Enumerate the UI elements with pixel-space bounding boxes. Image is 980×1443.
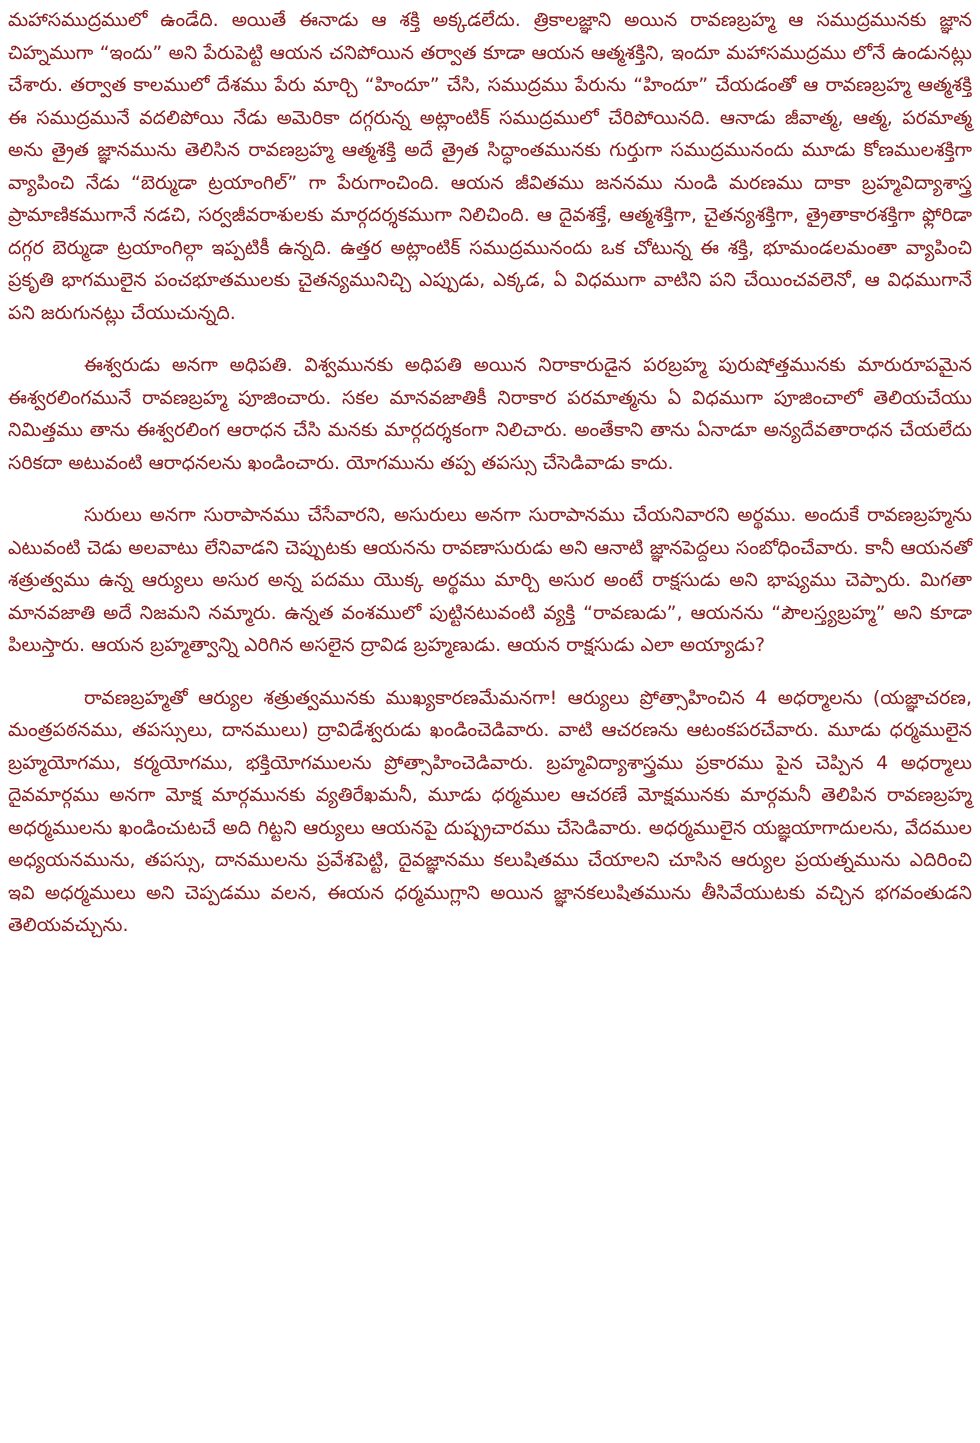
paragraph-2: ఈశ్వరుడు అనగా అధిపతి. విశ్వమునకు అధిపతి అయిన నిరాకారుడైన పరబ్రహ్మ పురుషోత్తమునకు మారురూపమైన ఈశ్వరలింగమునే రావణబ్రహ్మ పూజించారు. సకల మానవజాతికీ నిరాకార పరమాత్మను ఏ విధముగా పూజించాలో తెలియచేయు నిమిత్తము తాను ఈశ్వరలింగ ఆరాధన చేసి మనకు మార్గదర్శకంగా నిలిచారు. అంతేకాని తాను ఏనాడూ అన్యదేవతారాధన చేయలేదు సరికదా అటువంటి ఆరాధనలను ఖండించారు. యోగమును తప్ప తపస్సు చేసెడివాడు కాదు.	[8, 354, 972, 474]
paragraph-1: మహాసముద్రములో ఉండేది. అయితే ఈనాడు ఆ శక్తి అక్కడలేదు. త్రికాలజ్ఞాని అయిన రావణబ్రహ్మ ఆ సముద్రమునకు జ్ఞాన చిహ్నముగా “ఇందు” అని పేరుపెట్టి ఆయన చనిపోయిన తర్వాత కూడా ఆయన ఆత్మశక్తిని, ఇందూ మహాసముద్రము లోనే ఉండునట్లు చేశారు. తర్వాత కాలములో దేశము పేరు మార్చి “హిందూ” చేసి, సముద్రము పేరును “హిందూ” చేయడంతో ఆ రావణబ్రహ్మ ఆత్మశక్తి ఈ సముద్రమునే వదలిపోయి నేడు అమెరికా దగ్గరున్న అట్లాంటిక్ సముద్రములో చేరిపోయినది. ఆనాడు జీవాత్మ, ఆత్మ, పరమాత్మ అను త్రైత జ్ఞానమును తెలిసిన రావణబ్రహ్మ ఆత్మశక్తి అదే త్రైత సిద్ధాంతమునకు గుర్తుగా సముద్రమునందు మూడు కోణములశక్తిగా వ్యాపించి నేడు “బెర్ముడా ట్రయాంగిల్” గా పేరుగాంచింది. ఆయన జీవితము జననము నుండి మరణము దాకా బ్రహ్మవిద్యాశాస్త్ర ప్రామాణికముగానే నడచి, సర్వజీవరాశులకు మార్గదర్శకముగా నిలిచింది. ఆ దైవశక్తే, ఆత్మశక్తిగా, చైతన్యశక్తిగా, త్రైతాకారశక్తిగా ఫ్లోరిడా దగ్గర బెర్ముడా ట్రయాంగిల్గా ఇప్పటికీ ఉన్నది. ఉత్తర అట్లాంటిక్ సముద్రమునందు ఒక చోటున్న ఈ శక్తి, భూమండలమంతా వ్యాపించి ప్రకృతి భాగములైన పంచభూతములకు చైతన్యమునిచ్చి ఎప్పుడు, ఎక్కడ, ఏ విధముగా వాటిని పని చేయించవలెనో, ఆ విధముగానే పని జరుగునట్లు చేయుచున్నది.	[8, 9, 972, 324]
paragraph-4: రావణబ్రహ్మతో ఆర్యుల శత్రుత్వమునకు ముఖ్యకారణమేమనగా! ఆర్యులు ప్రోత్సాహించిన 4 అధర్మాలను (యజ్ఞాచరణ, మంత్రపఠనము, తపస్సులు, దానములు) ద్రావిడేశ్వరుడు ఖండించెడివారు. వాటి ఆచరణను ఆటంకపరచేవారు. మూడు ధర్మములైన బ్రహ్మయోగము, కర్మయోగము, భక్తియోగములను ప్రోత్సాహించెడివారు. బ్రహ్మవిద్యాశాస్త్రము ప్రకారము పైన చెప్పిన 4 అధర్మాలు దైవమార్గము అనగా మోక్ష మార్గమునకు వ్యతిరేఖమనీ, మూడు ధర్మముల ఆచరణే మోక్షమునకు మార్గమనీ తెలిపిన రావణబ్రహ్మ అధర్మములను ఖండించుటచే అది గిట్టని ఆర్యులు ఆయనపై దుష్ప్రచారము చేసెడివారు. అధర్మములైన యజ్ఞయాగాదులను, వేదముల అధ్యయనమును, తపస్సు, దానములను ప్రవేశపెట్టి, దైవజ్ఞానము కలుషితము చేయాలని చూసిన ఆర్యుల ప్రయత్నమును ఎదిరించి ఇవి అధర్మములు అని చెప్పడము వలన, ఈయన ధర్మముగ్లాని అయిన జ్ఞానకలుషితమును తీసివేయుటకు వచ్చిన భగవంతుడని తెలియవచ్చును.	[8, 686, 972, 936]
paragraph-3: సురులు అనగా సురాపానము చేసేవారని, అసురులు అనగా సురాపానము చేయనివారని అర్థము. అందుకే రావణబ్రహ్మను ఎటువంటి చెడు అలవాటు లేనివాడని చెప్పుటకు ఆయనను రావణాసురుడు అని ఆనాటి జ్ఞానపెద్దలు సంబోధించేవారు. కానీ ఆయనతో శత్రుత్వము ఉన్న ఆర్యులు అసుర అన్న పదము యొక్క అర్థము మార్చి అసుర అంటే రాక్షసుడు అని భాష్యము చెప్పారు. మిగతా మానవజాతి అదే నిజమని నమ్మారు. ఉన్నత వంశములో పుట్టినటువంటి వ్యక్తి “రావణుడు”, ఆయనను “పౌలస్త్యబ్రహ్మ” అని కూడా పిలుస్తారు. ఆయన బ్రహ్మత్వాన్ని ఎరిగిన అసలైన ద్రావిడ బ్రహ్మణుడు. ఆయన రాక్షసుడు ఎలా అయ్యాడు?	[8, 504, 972, 656]
